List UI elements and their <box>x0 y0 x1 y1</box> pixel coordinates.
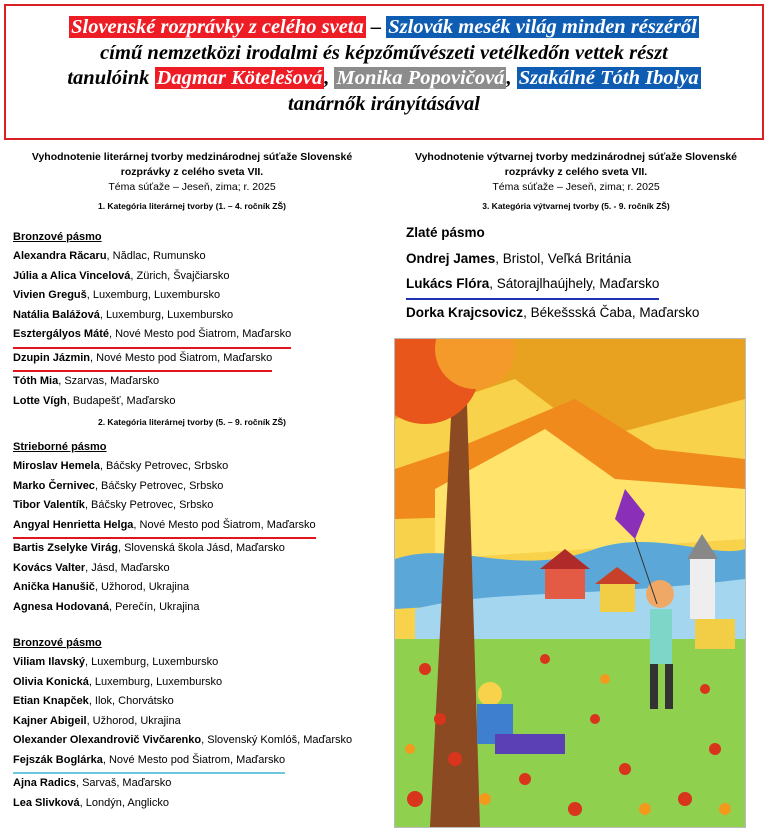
teacher-1: Dagmar Kötelešová <box>156 67 323 89</box>
list-item-highlighted: Fejszák Boglárka, Nové Mesto pod Šiatrom, Maďarsko <box>13 751 384 775</box>
list-item-highlighted: Angyal Henrietta Helga, Nové Mesto pod Šiatrom, Maďarsko <box>13 516 384 540</box>
band-gold-list <box>384 246 768 325</box>
comma-1: , <box>324 67 335 89</box>
list-item: Alexandra Răcaru, Nădlac, Rumunsko <box>13 250 206 262</box>
boy-leg-left <box>650 664 658 709</box>
literary-results-column <box>0 150 384 813</box>
band-bronze-2: Bronzové pásmo <box>13 637 102 649</box>
list-item-highlighted: Lukács Flóra, Sátorajlhaújhely, Maďarsko <box>406 271 768 300</box>
list-item: Kovács Valter, Jásd, Maďarsko <box>13 561 170 574</box>
boy-body <box>650 609 672 664</box>
list-item: Miroslav Hemela, Báčsky Petrovec, Srbsko <box>13 460 229 472</box>
title-dash: – <box>365 16 387 38</box>
banner-prefix: tanulóink <box>67 67 155 89</box>
autumn-drawing <box>394 338 746 828</box>
list-item: Natália Balážová, Luxemburg, Luxembursko <box>13 308 234 321</box>
banner-line-4: tanárnők irányításával <box>288 92 480 115</box>
art-theme: Téma súťaže – Jeseň, zima; r. 2025 <box>492 181 660 193</box>
list-item: Ondrej James, Bristol, Veľká Británia <box>406 251 632 266</box>
title-slovak: Slovenské rozprávky z celého sveta <box>71 16 364 38</box>
list-item: Lea Slivková, Londýn, Anglicko <box>13 796 169 809</box>
art-header-line-2: rozprávky z celého sveta VII. <box>504 166 648 178</box>
list-item: Kajner Abigeil, Užhorod, Ukrajina <box>13 714 181 727</box>
teacher-2: Monika Popovičová <box>336 67 505 89</box>
list-item-highlighted: Dzupin Jázmin, Nové Mesto pod Šiatrom, Maďarsko <box>13 349 384 373</box>
list-item: Tibor Valentík, Báčsky Petrovec, Srbsko <box>13 499 214 511</box>
literary-header <box>0 150 384 195</box>
banner-line-2: című nemzetközi irodalmi és képzőművészeti vetélkedőn vettek részt <box>100 41 668 64</box>
comma-2: , <box>506 67 517 89</box>
boy-leg-right <box>665 664 673 709</box>
house-2 <box>600 584 635 612</box>
art-header-line-1: Vyhodnotenie výtvarnej tvorby medzinárodnej súťaže Slovenské <box>414 151 738 163</box>
list-item: Vivien Greguš, Luxemburg, Luxembursko <box>13 289 221 301</box>
list-item: Ajna Radics, Sarvaš, Maďarsko <box>13 777 172 789</box>
list-item: Marko Černivec, Báčsky Petrovec, Srbsko <box>13 479 224 492</box>
literary-header-line-2: rozprávky z celého sveta VII. <box>120 166 264 178</box>
list-item: Olivia Konická, Luxemburg, Luxembursko <box>13 675 223 688</box>
category-3-title: 3. Kategória výtvarnej tvorby (5. - 9. ročník ZŠ) <box>482 201 670 211</box>
banner-line-3 <box>6 66 762 92</box>
list-item: Viliam Ilavský, Luxemburg, Luxembursko <box>13 656 219 668</box>
title-hungarian: Szlovák mesék világ minden részéről <box>388 16 697 38</box>
art-header <box>384 150 768 195</box>
literary-theme: Téma súťaže – Jeseň, zima; r. 2025 <box>108 181 276 193</box>
band-silver-list <box>0 457 384 617</box>
list-item: Etian Knapček, Ilok, Chorvátsko <box>13 695 174 707</box>
house-3 <box>695 619 735 649</box>
church-tower <box>690 559 715 619</box>
art-results-column <box>384 150 768 325</box>
list-item: Bartis Zselyke Virág, Slovenská škola Jásd, Maďarsko <box>13 542 285 554</box>
list-item: Dorka Krajcsovicz, Békešsská Čaba, Maďarsko <box>406 305 700 320</box>
category-2-title: 2. Kategória literárnej tvorby (5. – 9. ročník ZŠ) <box>97 417 286 427</box>
band-silver: Strieborné pásmo <box>13 441 107 453</box>
list-item: Olexander Olexandrovič Vivčarenko, Slovenský Komlóš, Maďarsko <box>13 734 353 746</box>
literary-header-line-1: Vyhodnotenie literárnej tvorby medzinárodnej súťaže Slovenské <box>31 151 353 163</box>
house-1 <box>545 569 585 599</box>
teacher-3: Szakálné Tóth Ibolya <box>518 67 699 89</box>
list-item-highlighted: Esztergályos Máté, Nové Mesto pod Šiatrom, Maďarsko <box>13 325 384 349</box>
band-gold: Zlaté pásmo <box>406 225 485 240</box>
girl-legs <box>495 734 565 754</box>
list-item: Lotte Vígh, Budapešť, Maďarsko <box>13 394 176 407</box>
category-1-title: 1. Kategória literárnej tvorby (1. – 4. ročník ZŠ) <box>97 201 286 211</box>
title-banner <box>4 4 764 140</box>
band-bronze-1-list <box>0 247 384 411</box>
list-item: Anička Hanušič, Užhorod, Ukrajina <box>13 581 190 593</box>
list-item: Agnesa Hodovaná, Perečín, Ukrajina <box>13 600 200 613</box>
band-bronze-1: Bronzové pásmo <box>13 231 102 243</box>
band-bronze-2-list <box>0 653 384 813</box>
list-item: Tóth Mia, Szarvas, Maďarsko <box>13 375 160 387</box>
list-item: Júlia a Alica Vincelová, Zürich, Švajčiarsko <box>13 269 230 282</box>
girl-head <box>478 682 502 706</box>
banner-line-1 <box>6 15 762 41</box>
